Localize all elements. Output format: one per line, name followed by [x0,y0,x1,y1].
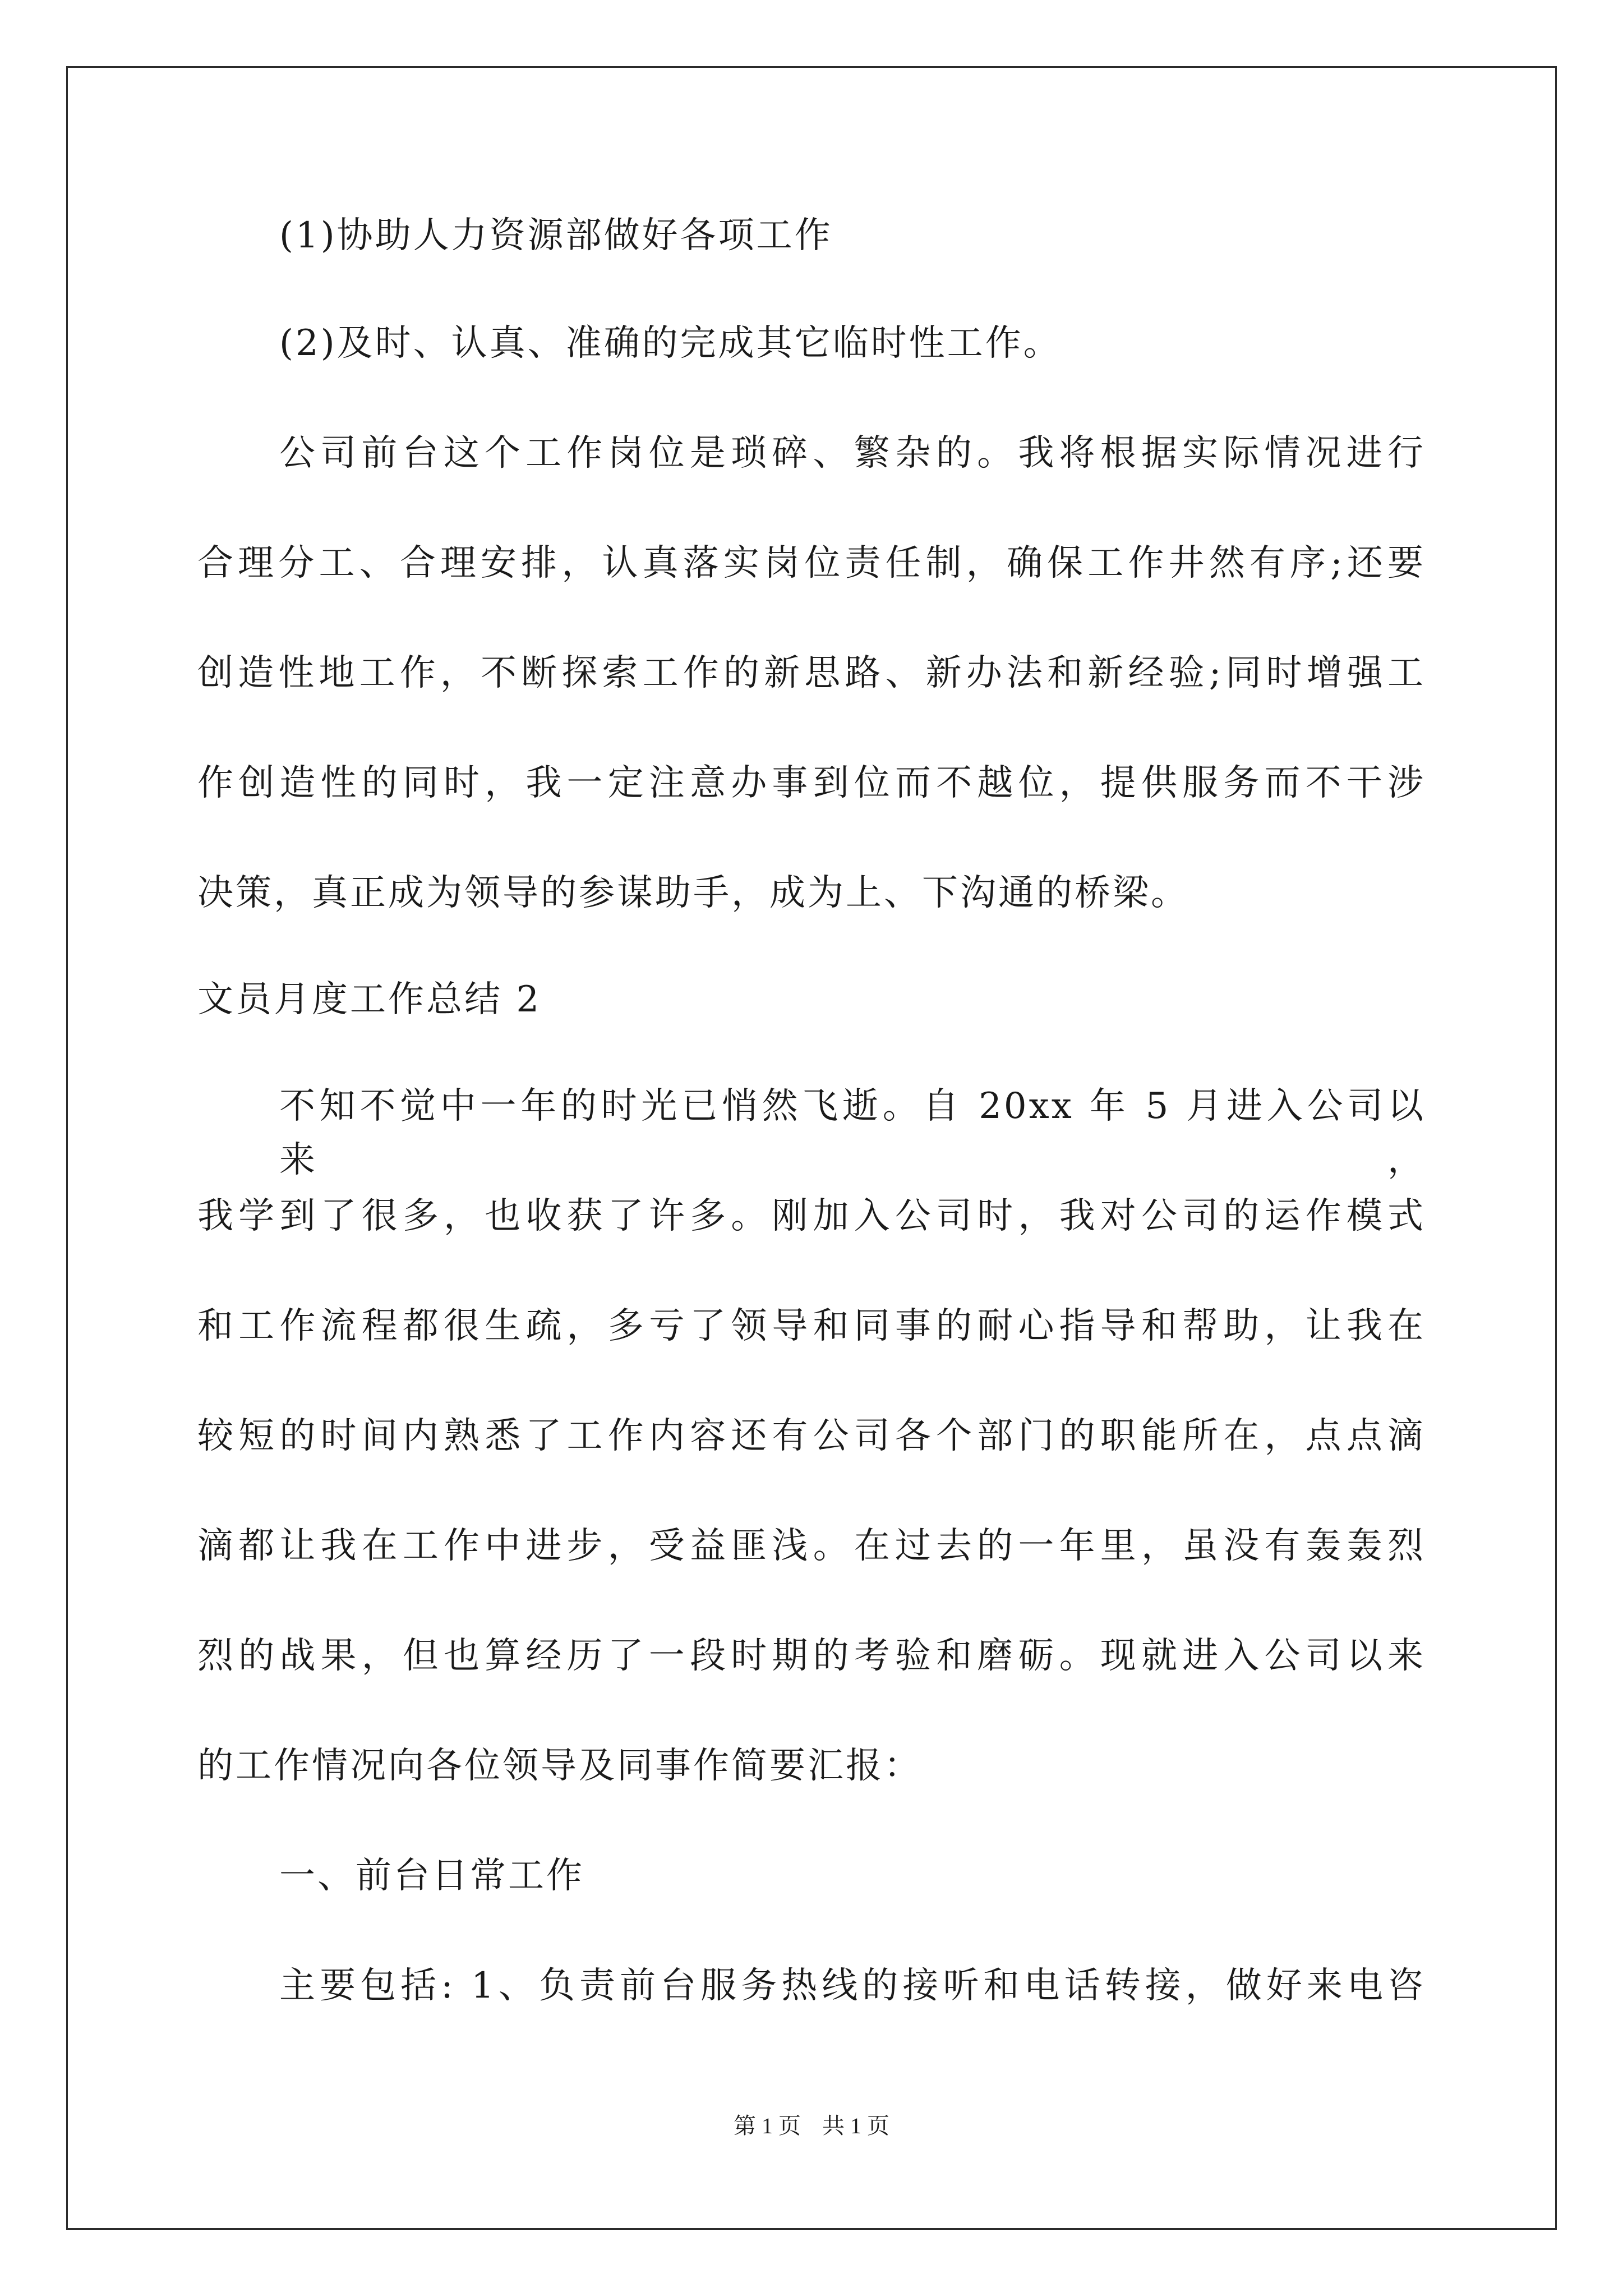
text-line: 较短的时间内熟悉了工作内容还有公司各个部门的职能所在，点点滴 [197,1415,1426,1457]
page-number-total: 共 1 页 [822,2113,889,2138]
text-line: 烈的战果，但也算经历了一段时期的考验和磨砺。现就进入公司以来 [197,1635,1426,1677]
page-number-current: 第 1 页 [734,2113,801,2138]
text-line: 不知不觉中一年的时光已悄然飞逝。自 20xx 年 5 月进入公司以来， [279,1085,1426,1181]
text-line: 的工作情况向各位领导及同事作简要汇报： [197,1745,922,1787]
text-line: 创造性地工作，不断探索工作的新思路、新办法和新经验;同时增强工 [197,652,1426,694]
text-line: (2)及时、认真、准确的完成其它临时性工作。 [279,323,1062,364]
text-line: 我学到了很多，也收获了许多。刚加入公司时，我对公司的运作模式 [197,1195,1426,1237]
text-line: 作创造性的同时，我一定注意办事到位而不越位，提供服务而不干涉 [197,762,1426,804]
text-line: (1)协助人力资源部做好各项工作 [279,215,833,256]
text-line: 公司前台这个工作岗位是琐碎、繁杂的。我将根据实际情况进行 [279,432,1426,474]
subsection-heading: 一、前台日常工作 [279,1855,584,1897]
text-line: 主要包括: 1、负责前台服务热线的接听和电话转接，做好来电咨 [279,1965,1426,2007]
text-line: 和工作流程都很生疏，多亏了领导和同事的耐心指导和帮助，让我在 [197,1305,1426,1347]
page-footer [0,2112,1623,2140]
text-line: 合理分工、合理安排，认真落实岗位责任制，确保工作井然有序;还要 [197,542,1426,584]
section-heading: 文员月度工作总结 2 [197,979,542,1020]
text-line: 决策，真正成为领导的参谋助手，成为上、下沟通的桥梁。 [197,872,1189,914]
text-line: 滴都让我在工作中进步，受益匪浅。在过去的一年里，虽没有轰轰烈 [197,1525,1426,1567]
